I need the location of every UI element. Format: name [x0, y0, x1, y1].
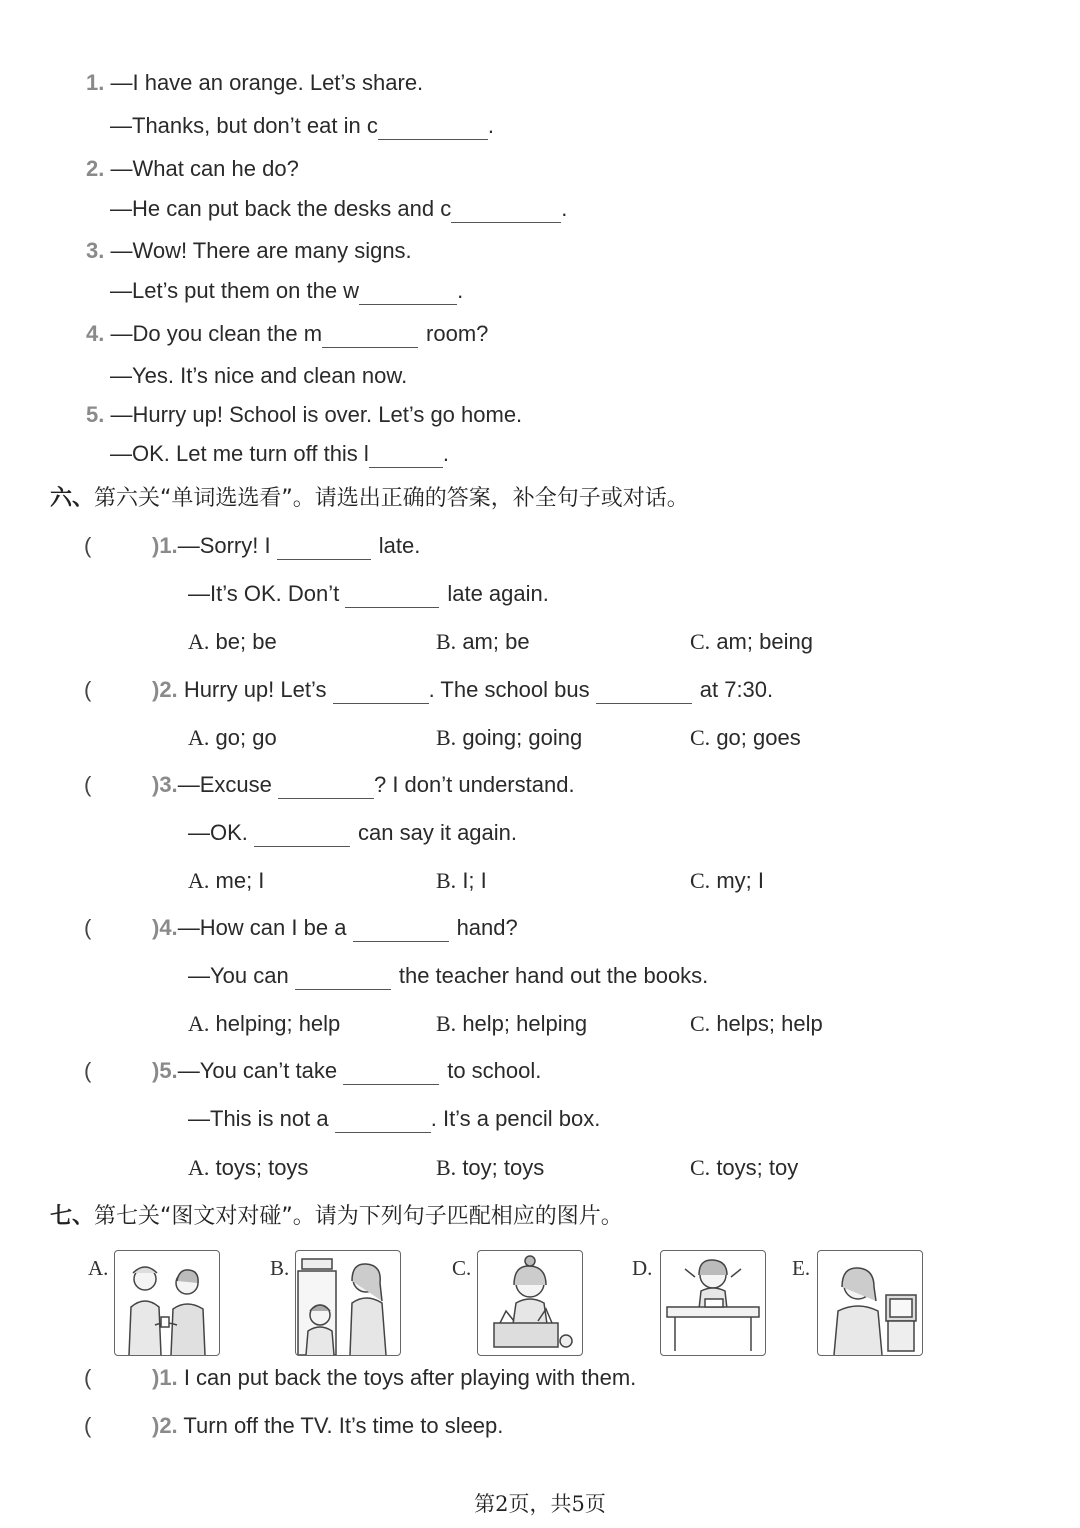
- option-text: go; go: [215, 725, 277, 750]
- question-text-end: . It’s a pencil box.: [430, 1106, 601, 1131]
- option-text: toy; toys: [462, 1155, 545, 1180]
- option-letter: C.: [690, 1155, 711, 1180]
- question-text-end: late.: [378, 533, 421, 558]
- punctuation: .: [487, 113, 494, 138]
- question-text: I can put back the toys after playing with them.: [183, 1365, 637, 1390]
- picture-d-desk[interactable]: [660, 1250, 766, 1356]
- handshake-illustration: [115, 1251, 219, 1355]
- option-text: toys; toys: [215, 1155, 309, 1180]
- option-letter: C.: [690, 725, 711, 750]
- question-text: —Hurry up! School is over. Let’s go home.: [110, 402, 523, 427]
- toys-illustration: [478, 1251, 582, 1355]
- question-number: )2.: [152, 677, 178, 702]
- section-number: 六、: [50, 486, 95, 511]
- question-text: —It’s OK. Don’t: [188, 581, 340, 606]
- question-text-end: ? I don’t understand.: [373, 772, 575, 797]
- option-text: am; being: [716, 629, 813, 654]
- answer-blank[interactable]: [335, 1110, 431, 1133]
- option-text: go; goes: [716, 725, 801, 750]
- answer-paren[interactable]: (: [84, 1413, 92, 1438]
- question-text: —Do you clean the m: [110, 321, 323, 346]
- option-letter: A.: [188, 1155, 210, 1180]
- option-letter: C.: [690, 629, 711, 654]
- picture-label-d: D.: [632, 1256, 653, 1280]
- answer-paren[interactable]: (: [84, 533, 92, 558]
- question-text: —Wow! There are many signs.: [110, 238, 412, 263]
- option-text: going; going: [462, 725, 583, 750]
- section-title: 第七关“图文对对碰”。请为下列句子匹配相应的图片。: [94, 1204, 623, 1229]
- option-b[interactable]: [436, 628, 530, 656]
- option-letter: B.: [436, 1011, 457, 1036]
- option-letter: B.: [436, 629, 457, 654]
- picture-c-toys[interactable]: [477, 1250, 583, 1356]
- answer-blank[interactable]: [295, 967, 391, 990]
- answer-paren[interactable]: (: [84, 677, 92, 702]
- question-text: —How can I be a: [177, 915, 347, 940]
- section-title: 第六关“单词选选看”。请选出正确的答案，补全句子或对话。: [94, 486, 689, 511]
- option-text: my; I: [716, 868, 764, 893]
- answer-blank[interactable]: [353, 919, 449, 942]
- option-letter: B.: [436, 868, 457, 893]
- option-text: be; be: [215, 629, 277, 654]
- option-a[interactable]: [188, 628, 277, 656]
- option-a[interactable]: [188, 1010, 340, 1038]
- children-illustration: [296, 1251, 400, 1355]
- answer-blank[interactable]: [277, 537, 371, 560]
- answer-blank[interactable]: [345, 585, 439, 608]
- question-number: 4.: [86, 321, 105, 346]
- question-text: —OK.: [188, 820, 248, 845]
- answer-blank[interactable]: [359, 282, 457, 305]
- question-text: —You can: [188, 963, 289, 988]
- option-letter: C.: [690, 868, 711, 893]
- option-c[interactable]: [690, 628, 813, 656]
- option-letter: A.: [188, 725, 210, 750]
- option-b[interactable]: [436, 1010, 587, 1038]
- question-number: 2.: [86, 156, 105, 181]
- option-letter: B.: [436, 1155, 457, 1180]
- option-text: helps; help: [716, 1011, 823, 1036]
- answer-blank[interactable]: [333, 681, 429, 704]
- option-a[interactable]: [188, 1154, 308, 1182]
- question-text: —Sorry! I: [177, 533, 271, 558]
- answer-blank[interactable]: [343, 1062, 439, 1085]
- page-footer: 第2页，共5页: [474, 1492, 606, 1516]
- answer-paren[interactable]: (: [84, 772, 92, 797]
- question-text-end: at 7:30.: [699, 677, 774, 702]
- option-c[interactable]: [690, 867, 764, 895]
- question-text-end: the teacher hand out the books.: [398, 963, 709, 988]
- picture-b-children[interactable]: [295, 1250, 401, 1356]
- question-number: 5.: [86, 402, 105, 427]
- answer-text: —Let’s put them on the w: [110, 278, 360, 303]
- option-text: am; be: [462, 629, 530, 654]
- picture-label-e: E.: [792, 1256, 811, 1280]
- picture-a-handshake[interactable]: [114, 1250, 220, 1356]
- option-c[interactable]: [690, 724, 801, 752]
- answer-paren[interactable]: (: [84, 915, 92, 940]
- desk-illustration: [661, 1251, 765, 1355]
- option-letter: B.: [436, 725, 457, 750]
- tv-illustration: [818, 1251, 922, 1355]
- answer-blank[interactable]: [369, 445, 443, 468]
- picture-e-tv[interactable]: [817, 1250, 923, 1356]
- option-letter: A.: [188, 629, 210, 654]
- option-text: toys; toy: [716, 1155, 799, 1180]
- question-text: —I have an orange. Let’s share.: [110, 70, 424, 95]
- answer-text: —Thanks, but don’t eat in c: [110, 113, 378, 138]
- question-text-end: late again.: [447, 581, 549, 606]
- punctuation: .: [442, 441, 449, 466]
- option-text: me; I: [215, 868, 265, 893]
- option-letter: A.: [188, 868, 210, 893]
- option-letter: C.: [690, 1011, 711, 1036]
- option-a[interactable]: [188, 867, 264, 895]
- picture-label-a: A.: [88, 1256, 109, 1280]
- question-text: —Excuse: [177, 772, 272, 797]
- question-number: )1.: [152, 533, 178, 558]
- option-b[interactable]: [436, 867, 487, 895]
- answer-blank[interactable]: [254, 824, 350, 847]
- picture-label-b: B.: [270, 1256, 290, 1280]
- question-text: —What can he do?: [110, 156, 299, 181]
- section6-heading: [50, 485, 689, 513]
- option-b[interactable]: [436, 724, 582, 752]
- answer-paren[interactable]: (: [84, 1365, 92, 1390]
- question-number: )1.: [152, 1365, 178, 1390]
- section-number: 七、: [50, 1204, 95, 1229]
- answer-text: —Yes. It’s nice and clean now.: [110, 363, 408, 388]
- question-number: 1.: [86, 70, 105, 95]
- answer-blank[interactable]: [451, 200, 561, 223]
- answer-blank[interactable]: [278, 776, 374, 799]
- answer-blank[interactable]: [378, 117, 488, 140]
- answer-text: —OK. Let me turn off this l: [110, 441, 369, 466]
- answer-blank[interactable]: [596, 681, 692, 704]
- picture-label-c: C.: [452, 1256, 472, 1280]
- question-number: )4.: [152, 915, 178, 940]
- section7-heading: [50, 1203, 623, 1231]
- question-text-mid: . The school bus: [428, 677, 590, 702]
- punctuation: .: [561, 196, 568, 221]
- option-text: I; I: [462, 868, 487, 893]
- punctuation: .: [457, 278, 464, 303]
- question-text: Turn off the TV. It’s time to sleep.: [183, 1413, 504, 1438]
- option-text: helping; help: [215, 1011, 341, 1036]
- answer-text: —He can put back the desks and c: [110, 196, 452, 221]
- question-text-end: hand?: [456, 915, 518, 940]
- option-b[interactable]: [436, 1154, 544, 1182]
- question-text: —You can’t take: [177, 1058, 338, 1083]
- question-text-end: room?: [426, 321, 489, 346]
- option-a[interactable]: [188, 724, 277, 752]
- option-c[interactable]: [690, 1154, 798, 1182]
- question-text: Hurry up! Let’s: [183, 677, 327, 702]
- question-text-end: can say it again.: [358, 820, 518, 845]
- question-text-end: to school.: [447, 1058, 542, 1083]
- option-text: help; helping: [462, 1011, 588, 1036]
- option-letter: A.: [188, 1011, 210, 1036]
- question-text: —This is not a: [188, 1106, 329, 1131]
- answer-blank[interactable]: [322, 325, 418, 348]
- option-c[interactable]: [690, 1010, 823, 1038]
- question-number: )3.: [152, 772, 178, 797]
- answer-paren[interactable]: (: [84, 1058, 92, 1083]
- question-number: 3.: [86, 238, 105, 263]
- question-number: )5.: [152, 1058, 178, 1083]
- question-number: )2.: [152, 1413, 178, 1438]
